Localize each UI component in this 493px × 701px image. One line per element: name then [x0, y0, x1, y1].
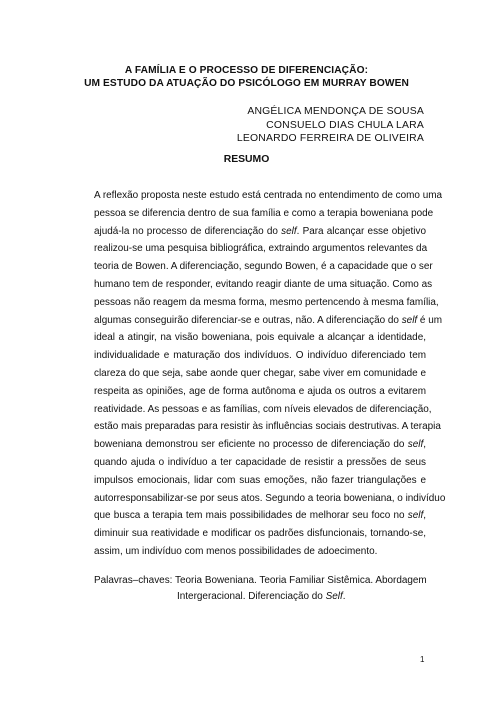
abstract-line: respeita as opiniões, age de forma autônoma e ajuda os outros a evitarem: [94, 385, 426, 397]
author-list: [237, 105, 424, 146]
abstract-line: reatividade. As pessoas e as famílias, com níveis elevados de diferenciação,: [94, 403, 432, 415]
abstract-line: diminuir sua reatividade e modificar os padrões disfuncionais, tornando-se,: [94, 528, 426, 540]
author-name: CONSUELO DIAS CHULA LARA: [266, 119, 424, 131]
italic-term: self: [401, 314, 418, 326]
abstract-body: [94, 187, 446, 561]
italic-term: self: [281, 225, 297, 237]
page-number: 1: [420, 655, 425, 664]
title-line-1: A FAMÍLIA E O PROCESSO DE DIFERENCIAÇÃO:: [124, 65, 369, 76]
abstract-line: ideal a atingir, na visão boweniana, pois equivale a alcançar a identidade,: [94, 332, 426, 344]
abstract-line: assim, um indivíduo com menos possibilidades de adoecimento.: [94, 545, 378, 557]
italic-term: self: [407, 510, 424, 522]
abstract-line: pessoas não reagem da mesma forma, mesmo pertencendo à mesma família,: [94, 296, 439, 308]
keywords-text: Intergeracional. Diferenciação do: [177, 590, 326, 602]
keywords-italic-term: Self: [325, 590, 343, 602]
keywords-period: .: [342, 590, 346, 602]
abstract-line: humano tem de responder, evitando reagir diante de uma situação. Como as: [94, 278, 433, 290]
abstract-line: algumas conseguirão diferenciar-se e outras, não. A diferenciação do self é um: [94, 314, 443, 326]
keywords-line-1: Palavras–chaves: Teoria Boweniana. Teoria Familiar Sistêmica. Abordagem: [94, 575, 427, 586]
title-line-2: UM ESTUDO DA ATUAÇÃO DO PSICÓLOGO EM MURRAY BOWEN: [84, 78, 409, 89]
abstract-line: que busca a terapia tem mais possibilidades de melhorar seu foco no self,: [94, 510, 426, 522]
abstract-line: individualidade e maturação dos indivíduos. O indivíduo diferenciado tem: [94, 350, 426, 362]
abstract-line: quando ajuda o indivíduo a ter capacidade de resistir a pressões de seus: [94, 456, 426, 468]
abstract-line: estão mais preparadas para resistir às influências sociais destrutivas. A terapia: [94, 421, 441, 433]
abstract-line: boweniana demonstrou ser eficiente no processo de diferenciação do self,: [94, 439, 426, 451]
author-name: ANGÉLICA MENDONÇA DE SOUSA: [247, 106, 424, 117]
abstract-line: clareza do que seja, sabe aonde quer chegar, sabe viver em comunidade e: [94, 367, 426, 379]
abstract-line: realizou-se uma pesquisa bibliográfica, extraindo argumentos relevantes da: [94, 243, 428, 255]
abstract-line: ajudá-la no processo de diferenciação do self. Para alcançar esse objetivo: [94, 225, 426, 237]
italic-term: self: [407, 439, 424, 451]
abstract-line: A reflexão proposta neste estudo está centrada no entendimento de como uma: [94, 190, 443, 201]
paper-title: [0, 64, 493, 90]
author-name: LEONARDO FERREIRA DE OLIVEIRA: [236, 133, 424, 145]
keywords-line-2: [94, 589, 426, 605]
keywords: [94, 573, 426, 604]
abstract-line: autorresponsabilizar-se por seus atos. Segundo a teoria boweniana, o indivíduo: [94, 492, 446, 504]
abstract-line: impulsos emocionais, lidar com suas emoções, não fazer triangulações e: [94, 474, 426, 486]
abstract-line: teoria de Bowen. A diferenciação, segundo Bowen, é a capacidade que o ser: [94, 261, 433, 273]
section-heading-resumo: RESUMO: [223, 154, 270, 165]
abstract-line: pessoa se diferencia dentro de sua família e como a terapia boweniana pode: [94, 207, 434, 219]
